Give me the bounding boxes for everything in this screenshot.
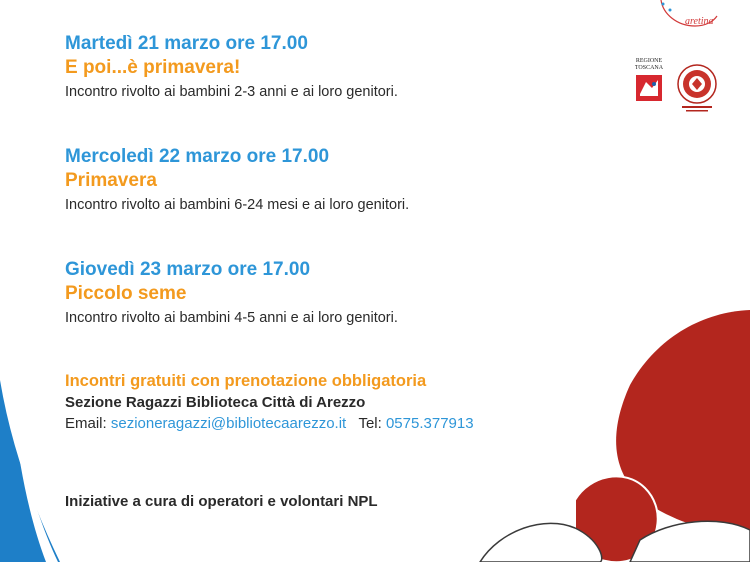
- regione-label-2: TOSCANA: [634, 65, 664, 71]
- tel-label: Tel:: [358, 415, 382, 432]
- email-label: Email:: [65, 415, 107, 432]
- seal-logo-icon: [672, 62, 722, 112]
- event-title: Primavera: [65, 170, 157, 191]
- event-date: Mercoledì 22 marzo ore 17.00: [65, 146, 330, 167]
- event-1: [65, 32, 398, 102]
- regione-emblem-icon: [632, 72, 666, 102]
- email-link[interactable]: sezioneragazzi@bibliotecaarezzo.it: [110, 415, 347, 432]
- footer-note: Iniziative a cura di operatori e volontari NPL: [65, 493, 378, 510]
- regione-toscana-logo: [632, 58, 666, 107]
- event-2: [65, 145, 409, 215]
- event-title: Piccolo seme: [65, 283, 187, 304]
- organizer-line: [65, 392, 474, 413]
- info-heading: Incontri gratuiti con prenotazione obbligatoria: [65, 372, 427, 390]
- organizer-name: Sezione Ragazzi Biblioteca Città di Arezzo: [65, 394, 366, 411]
- event-description: Incontro rivolto ai bambini 2-3 anni e ai loro genitori.: [65, 84, 398, 100]
- blue-wave-shape: [0, 380, 60, 562]
- info-block: [65, 370, 474, 434]
- regione-label-1: REGIONE: [635, 58, 663, 64]
- event-description: Incontro rivolto ai bambini 4-5 anni e ai loro genitori.: [65, 310, 398, 326]
- logo-text: aretina: [685, 16, 714, 27]
- event-date: Martedì 21 marzo ore 17.00: [65, 33, 308, 54]
- tel-link[interactable]: 0575.377913: [385, 415, 474, 432]
- event-date: Giovedì 23 marzo ore 17.00: [65, 259, 311, 280]
- event-title: E poi...è primavera!: [65, 57, 241, 78]
- event-description: Incontro rivolto ai bambini 6-24 mesi e ai loro genitori.: [65, 197, 410, 213]
- event-3: [65, 258, 398, 328]
- aria-aretina-logo: [655, 0, 720, 32]
- contact-line: [65, 413, 474, 434]
